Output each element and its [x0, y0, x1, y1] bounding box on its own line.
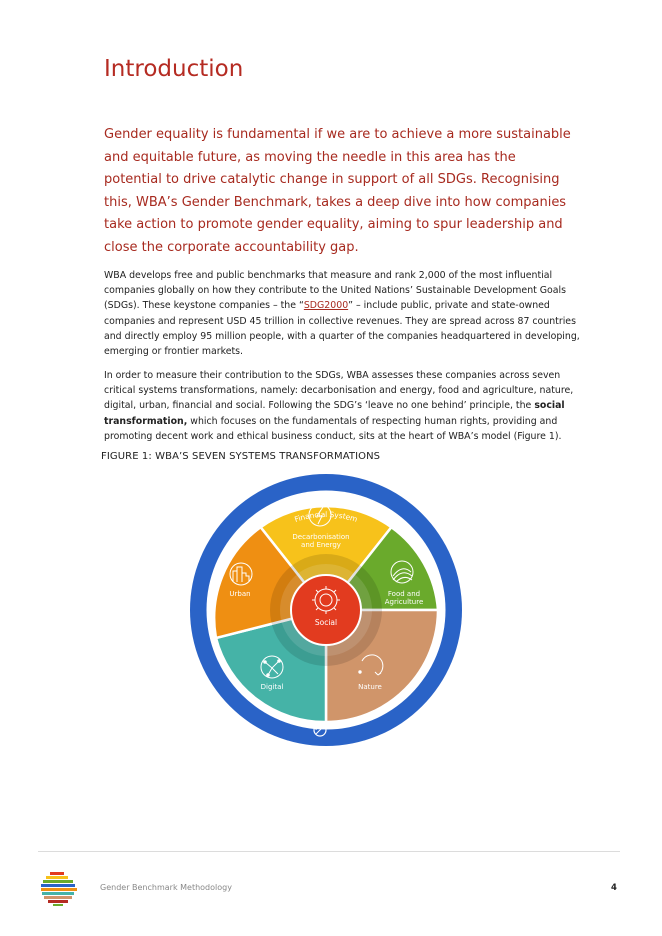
- decarbonisation-label-line2: and Energy: [301, 541, 341, 549]
- footer-divider: [38, 851, 620, 852]
- financial-system-label: Financial System: [293, 509, 359, 525]
- p1-text-start: WBA develops free and public benchmarks that measure and rank 2,000 of the most influential companies globally on how they contribute to the United Nations’ Sustainable Development Goals (SDGs). These keystone companies – the “: [104, 270, 567, 312]
- p1-text-end: ” – include public, private and state-owned companies and represent USD 45 trillion in collective revenues. They are spread across 87 countries and directly employ 95 million people, with a quarter of the companies headquartered in developing, emerging or frontier markets.: [104, 300, 580, 358]
- nature-label: Nature: [358, 683, 382, 691]
- digital-label: Digital: [260, 683, 284, 691]
- wba-logo-icon: [40, 871, 78, 907]
- social-center: [291, 575, 361, 645]
- systems-transformations-wheel: [188, 472, 464, 748]
- page-title: Introduction: [104, 56, 244, 82]
- footer-document-title: Gender Benchmark Methodology: [100, 883, 232, 892]
- body-paragraph-1: [104, 268, 584, 359]
- sdg2000-link[interactable]: SDG2000: [303, 300, 349, 312]
- figure-caption: FIGURE 1: WBA’S SEVEN SYSTEMS TRANSFORMATIONS: [101, 451, 381, 462]
- food-label-line1: Food and: [387, 590, 421, 598]
- p2-bold-text: social transformation,: [104, 400, 565, 427]
- lead-paragraph: Gender equality is fundamental if we are to achieve a more sustainable and equitable future, as moving the needle in this area has the potential to drive catalytic change in support of all SDGs. Recognising this, WBA’s Gender Benchmark, takes a deep dive into how companies take action to promote gender equality, aiming to spur leadership and close the corporate accountability gap.: [104, 127, 571, 255]
- food-label-line2: Agriculture: [384, 598, 424, 606]
- urban-label: Urban: [229, 590, 251, 598]
- p2-text-end: which focuses on the fundamentals of respecting human rights, providing and promoting decent work and ethical business conduct, sits at the heart of WBA’s model (Figure 1).: [104, 415, 562, 442]
- body-paragraph-2: [104, 368, 584, 444]
- page-number: 4: [611, 883, 617, 893]
- p2-text-start: In order to measure their contribution to the SDGs, WBA assesses these companies across seven critical systems transformations, namely: decarbonisation and energy, food and agriculture, nature, digital, urban, financial and social. Following the SDG’s ‘leave no one behind’ principle, the: [104, 370, 574, 412]
- decarbonisation-label-line1: Decarbonisation: [292, 533, 350, 541]
- social-label: Social: [314, 618, 338, 627]
